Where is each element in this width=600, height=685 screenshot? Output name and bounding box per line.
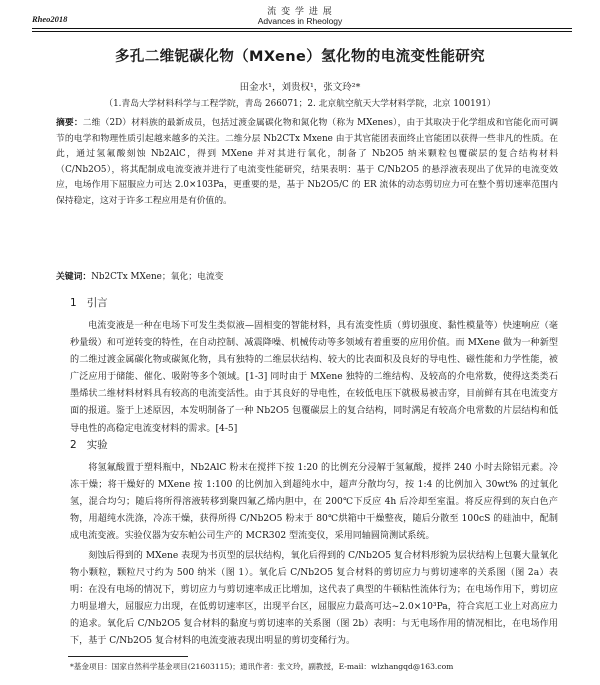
intro-paragraph: 电流变液是一种在电场下可发生类似液—固相变的智能材料，具有流变性质（剪切强度、黏性模量等）快速响应（毫秒量级）和可逆转变的特性，在自动控制、减震降噪、机械传动等多领域有着重要的应用价值。而 MXene 做为一种新型的二维过渡金属碳化物或碳氮化物，具有独特的二维层状结构、较大的比表面积及良好的导电性、磁性能和力学性能，被广泛应用于储能、催化、吸附等多个领域。[1-3] 同时由于 MXene 独特的二维结构、及较高的介电常数，使得这类类石墨烯状二维材料材料具有较高的电流变活性。由于其良好的导电性，在较低电压下就极易被击穿，目前鲜有其在电流变方面的报道。鉴于上述原因，本发明制备了一种 Nb2O5 包覆碳层上的复合结构，同时满足有较高介电常数的片层结构和低导电性的高稳定电流变材料的需求。[4-5] xyxy=(70,321,558,434)
abstract xyxy=(56,116,558,210)
abstract-label: 摘要： xyxy=(56,118,83,128)
experiment-paragraph-method: 将氢氟酸置于塑料瓶中，Nb2AlC 粉末在搅拌下按 1:20 的比例充分浸解于氢氟酸，搅拌 240 小时去除铝元素。冷冻干燥；将干燥好的 MXene 按 1:100 的比例加入到超纯水中，超声分散均匀，按 1:4 的比例加入 30wt% 的过氧化氢，混合均匀；随后将所得溶液转移到聚四氟乙烯内胆中，在 200℃下反应 4h 后冷却至室温。将反应得到的灰白色产物，用超纯水洗涤，冷冻干燥，获得所得 C/Nb2O5 粉末于 80℃烘箱中干燥整夜，随后分散至 100cS 的硅油中，配制成电流变液。实验仪器为安东帕公司生产的 MCR302 型流变仪，采用同轴圆筒测试系统。 xyxy=(70,463,558,542)
section-heading-intro xyxy=(70,295,108,310)
section-number: 1 xyxy=(70,297,77,309)
author-list: 田金水¹，刘贵权¹，张文玲²* xyxy=(239,82,361,93)
running-header-journal-en: Advances in Rheology xyxy=(257,16,343,26)
section-title: 引言 xyxy=(86,297,108,309)
keywords-text: Nb2CTx MXene；氧化；电流变 xyxy=(91,272,224,282)
affiliation: （1.青岛大学材料科学与工程学院，青岛 266071；2. 北京航空航天大学材料学院，北京 100191） xyxy=(104,99,496,109)
experiment-paragraph-results: 刻蚀后得到的 MXene 表现为书页型的层状结构，氧化后得到的 C/Nb2O5 复合材料形貌为层状结构上包裹大量氧化物小颗粒，颗粒尺寸约为 500 纳米（图 1）。氧化后 C/Nb2O5 复合材料的剪切应力与剪切速率的关系图（图 2a）表明：在没有电场的情况下，剪切应力与剪切速率成正比增加，这代表了典型的牛顿粘性流体行为；在电场作用下，剪切应力明显增大，屈服应力出现，在低剪切速率区，出现平台区，屈服应力最高可达~2.0×10³Pa，符合宾厄工业上对高应力的追求。氧化后 C/Nb2O5 复合材料的黏度与剪切速率的关系图（图 2b）表明：与无电场作用的情况相比，在电场作用下，基于 C/Nb2O5 复合材料的电流变液表现出明显的剪切变稀行为。 xyxy=(70,551,558,647)
section-number: 2 xyxy=(70,439,77,451)
paper-title: 多孔二维铌碳化物（MXene）氢化物的电流变性能研究 xyxy=(114,49,486,65)
keywords-label: 关键词： xyxy=(56,272,92,282)
running-header-tag: Rheo2018 xyxy=(32,14,68,24)
header-rule-thin xyxy=(32,31,572,32)
footnote: *基金项目：国家自然科学基金项目(21603115)；通讯作者：张文玲，副教授，E-mail：wlzhangqd@163.com xyxy=(70,662,454,671)
section-title: 实验 xyxy=(86,439,108,451)
running-header-journal-cn: 流 变 学 进 展 xyxy=(267,7,333,17)
abstract-text: 二维（2D）材料族的最新成员，包括过渡金属碳化物和氮化物（称为 MXenes），由于其取决于化学组成和官能化而可调节的电学和物理性质引起越来越多的关注。二维分层 Nb2CTx Mxene 由于其官能团表面终止官能团以获得一些非凡的性质。在此，通过氢氟酸刻蚀 Nb2AlC，得到 MXene 并对其进行氧化，制备了 Nb2O5 纳米颗粒包覆碳层的复合结构材料（C/Nb2O5），将其配制成电流变液并进行了电流变性能研究，结果表明：基于 C/Nb2O5 的悬浮液表现出了优异的电流变效应，电场作用下屈服应力可达 2.0×103Pa，更重要的是，基于 Nb2O5/C 的 ER 流体的动态剪切应力可在整个剪切速率范围内保持稳定，这对于许多工程应用是有价值的。 xyxy=(56,118,558,206)
footnote-rule xyxy=(68,656,188,657)
keywords xyxy=(56,269,558,282)
header-rule xyxy=(32,28,572,29)
section-heading-experiment xyxy=(70,437,108,452)
